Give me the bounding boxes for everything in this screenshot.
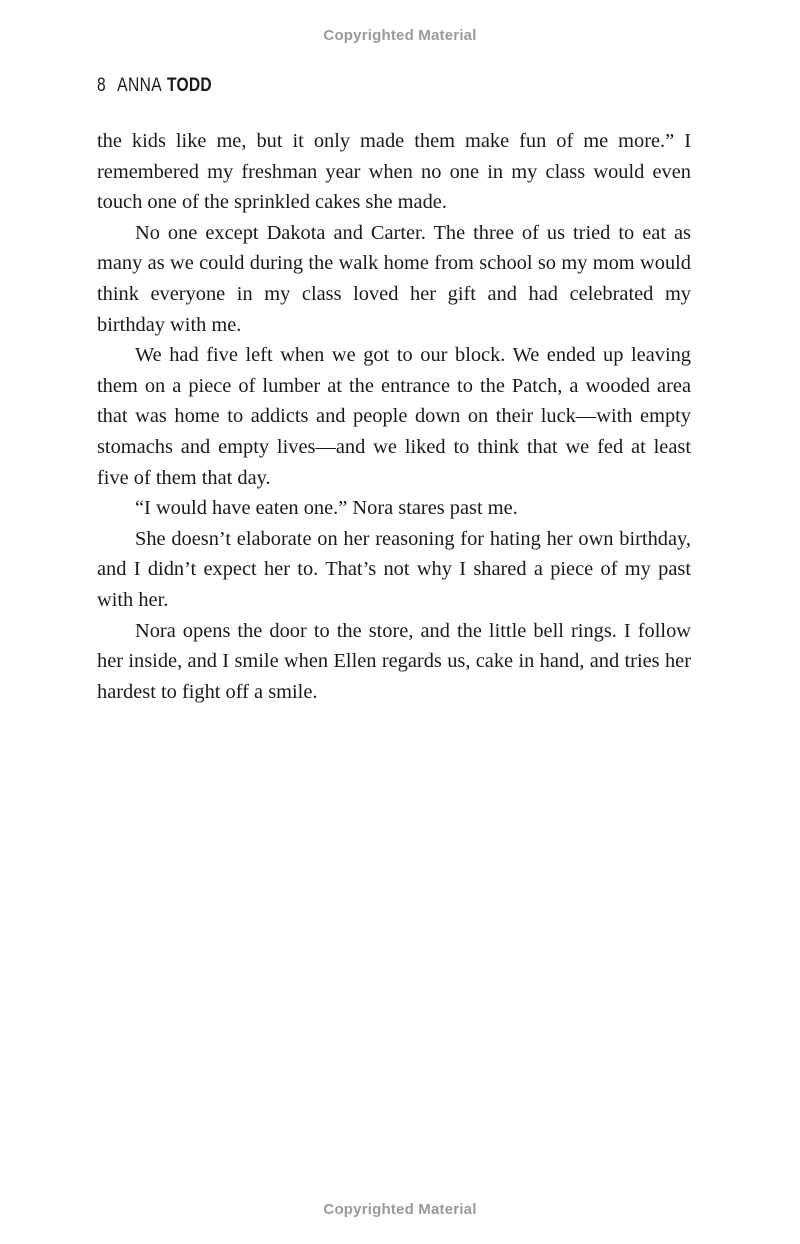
paragraph-3: We had five left when we got to our block. We ended up leaving them on a piece of lumber at the entrance to the Patch, a wooded area that was home to addicts and people down on their luck—with empty stomachs and empty lives—and we liked to think that we fed at least five of them that day. (97, 344, 691, 489)
page-body (97, 126, 691, 707)
running-head (97, 75, 212, 97)
paragraph-2: No one except Dakota and Carter. The three of us tried to eat as many as we could during the walk home from school so my mom would think everyone in my class loved her gift and had celebrated my birthday with me. (97, 221, 691, 336)
page-number: 8 (97, 75, 106, 96)
paragraph-6: Nora opens the door to the store, and the little bell rings. I follow her inside, and I smile when Ellen regards us, cake in hand, and tries her hardest to fight off a smile. (97, 619, 691, 703)
copyright-watermark-bottom: Copyrighted Material (323, 1201, 477, 1218)
author-last-name: TODD (167, 75, 212, 96)
paragraph-4: “I would have eaten one.” Nora stares past me. (135, 497, 518, 520)
paragraph-5: She doesn’t elaborate on her reasoning for hating her own birthday, and I didn’t expect her to. That’s not why I shared a piece of my past with her. (97, 527, 691, 611)
author-first-name: ANNA (117, 75, 163, 96)
paragraph-1: the kids like me, but it only made them make fun of me more.” I remembered my freshman year when no one in my class would even touch one of the sprinkled cakes she made. (97, 130, 691, 214)
copyright-watermark-top: Copyrighted Material (323, 27, 477, 44)
